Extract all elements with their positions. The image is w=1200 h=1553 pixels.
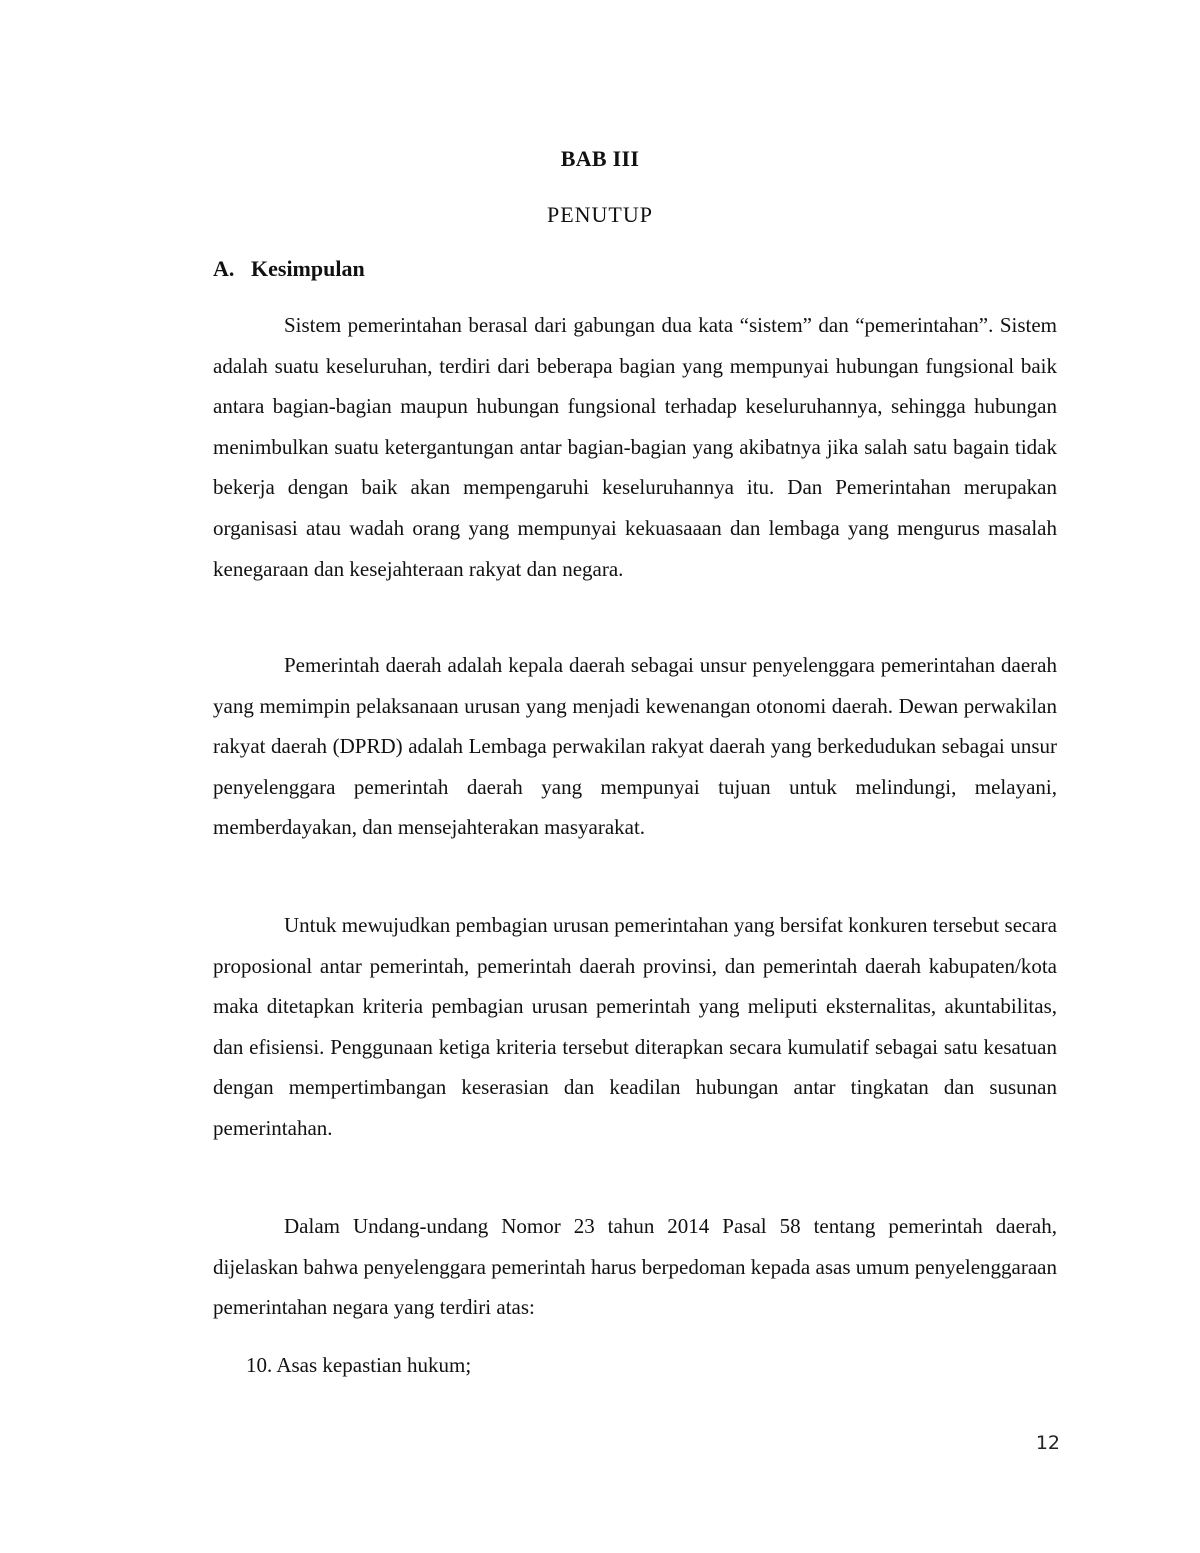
paragraph-text: Pemerintah daerah adalah kepala daerah sebagai unsur penyelenggara pemerintahan daerah yang memimpin pelaksanaan urusan yang menjadi kewenangan otonomi daerah. Dewan perwakilan rakyat daerah (DPRD) adalah Lembaga perwakilan rakyat daerah yang berkedudukan sebagai unsur penyelenggara pemerintah daerah yang mempunyai tujuan untuk melindungi, melayani, memberdayakan, dan mensejahterakan masyarakat. <box>213 653 1057 840</box>
paragraph-1 <box>213 305 1057 589</box>
page-number: 12 <box>1035 1432 1060 1454</box>
chapter-number: BAB III <box>560 146 640 171</box>
chapter-title: PENUTUP <box>546 202 653 227</box>
list-item-number: 10. <box>246 1353 273 1377</box>
paragraph-text: Untuk mewujudkan pembagian urusan pemerintahan yang bersifat konkuren tersebut secara proposional antar pemerintah, pemerintah daerah provinsi, dan pemerintah daerah kabupaten/kota maka ditetapkan kriteria pembagian urusan pemerintah yang meliputi eksternalitas, akuntabilitas, dan efisiensi. Penggunaan ketiga kriteria tersebut diterapkan secara kumulatif sebagai satu kesatuan dengan mempertimbangan keserasian dan keadilan hubungan antar tingkatan dan susunan pemerintahan. <box>213 913 1057 1140</box>
paragraph-text: Sistem pemerintahan berasal dari gabungan dua kata “sistem” dan “pemerintahan”. Sistem adalah suatu keseluruhan, terdiri dari beberapa bagian yang mempunyai hubungan fungsional baik antara bagian-bagian maupun hubungan fungsional terhadap keseluruhannya, sehingga hubungan menimbulkan suatu ketergantungan antar bagian-bagian yang akibatnya jika salah satu bagain tidak bekerja dengan baik akan mempengaruhi keseluruhannya itu. Dan Pemerintahan merupakan organisasi atau wadah orang yang mempunyai kekuasaaan dan lembaga yang mengurus masalah kenegaraan dan kesejahteraan rakyat dan negara. <box>213 313 1057 581</box>
section-heading <box>213 256 365 282</box>
section-title: Kesimpulan <box>251 256 365 281</box>
paragraph-4 <box>213 1206 1057 1328</box>
list-item-text: Asas kepastian hukum; <box>276 1353 472 1377</box>
paragraph-3 <box>213 905 1057 1149</box>
section-marker: A. <box>213 256 235 281</box>
paragraph-text: Dalam Undang-undang Nomor 23 tahun 2014 Pasal 58 tentang pemerintah daerah, dijelaskan bahwa penyelenggara pemerintah harus berpedoman kepada asas umum penyelenggaraan pemerintahan negara yang terdiri atas: <box>213 1214 1057 1320</box>
list-item <box>246 1345 471 1385</box>
paragraph-2 <box>213 645 1057 848</box>
